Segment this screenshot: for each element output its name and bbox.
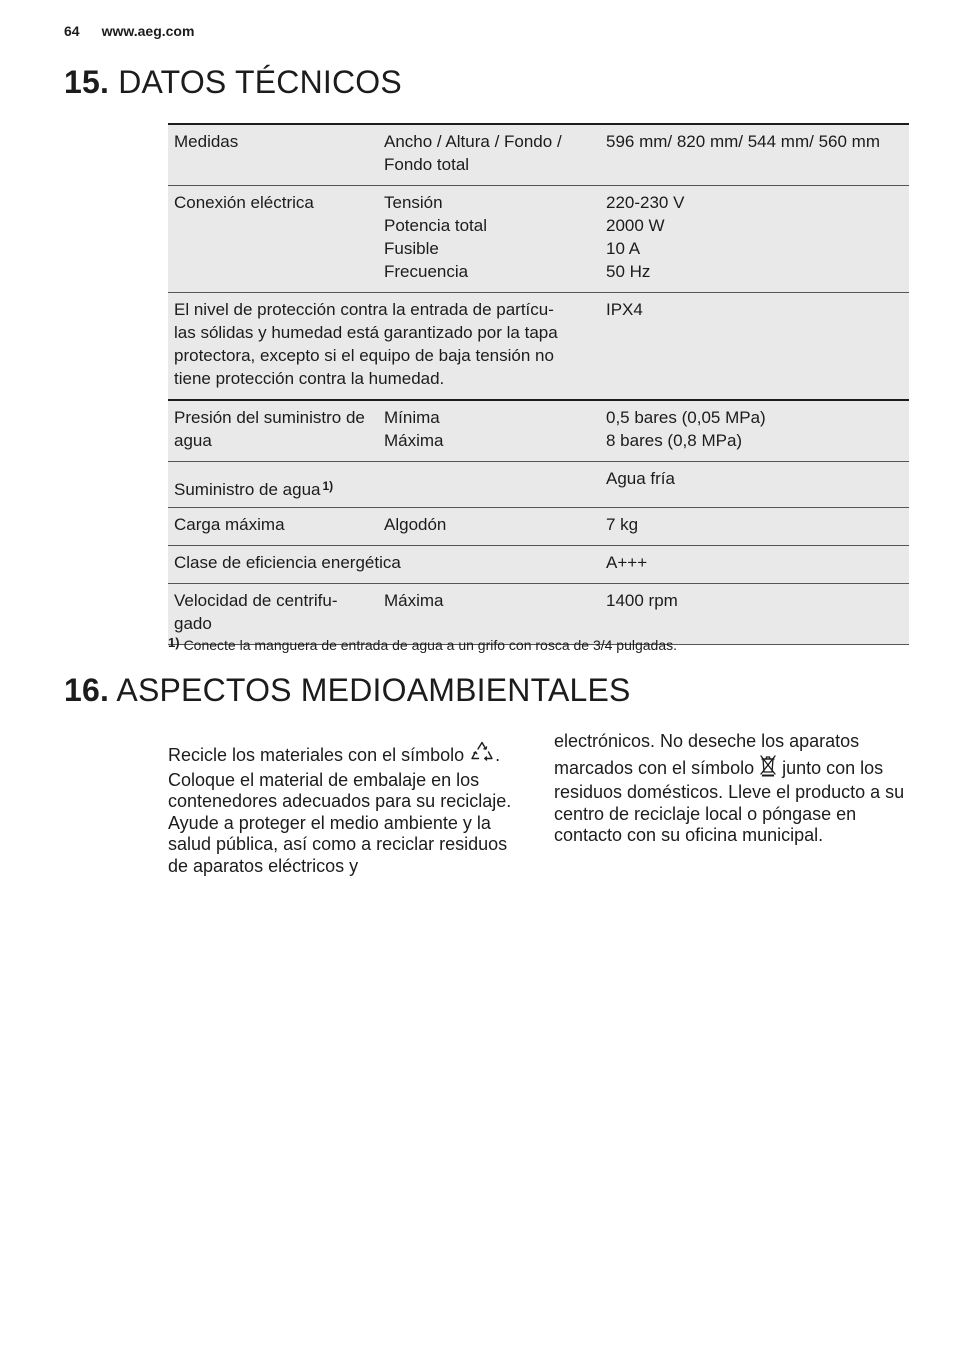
spec-label-text: Suministro de agua bbox=[174, 480, 321, 499]
table-row bbox=[168, 293, 909, 401]
spec-label bbox=[168, 462, 378, 508]
spec-label: Conexión eléctrica bbox=[168, 186, 378, 293]
spec-value: 596 mm/ 820 mm/ 544 mm/ 560 mm bbox=[600, 124, 909, 186]
section-15-heading bbox=[64, 64, 402, 101]
section-16-number: 16. bbox=[64, 672, 110, 708]
table-row bbox=[168, 546, 909, 584]
environment-text: . Coloque el material de embalaje en los contenedores adecuados para su reciclaje. Ayude a proteger el medio ambiente y la salud pública, así como a reciclar residuos de aparatos eléctricos y bbox=[168, 745, 512, 876]
environment-text: electrónicos. No deseche los aparatos marcados con el símbolo bbox=[554, 731, 860, 778]
spec-parameter bbox=[378, 462, 600, 508]
page-number: 64 bbox=[64, 23, 80, 39]
table-row bbox=[168, 124, 909, 186]
section-15-number: 15. bbox=[64, 64, 110, 100]
spec-parameter: Mínima Máxima bbox=[378, 400, 600, 462]
crossed-bin-icon bbox=[759, 753, 777, 783]
footnote-reference: 1) bbox=[322, 479, 334, 493]
spec-label: Medidas bbox=[168, 124, 378, 186]
spec-label: Carga máxima bbox=[168, 508, 378, 546]
spec-value: 220-230 V 2000 W 10 A 50 Hz bbox=[600, 186, 909, 293]
table-footnote bbox=[168, 635, 677, 653]
spec-parameter: Tensión Potencia total Fusible Frecuencia bbox=[378, 186, 600, 293]
table-row bbox=[168, 462, 909, 508]
spec-value: 0,5 bares (0,05 MPa) 8 bares (0,8 MPa) bbox=[600, 400, 909, 462]
technical-data-table bbox=[168, 123, 909, 645]
spec-value: A+++ bbox=[600, 546, 909, 584]
table-row bbox=[168, 186, 909, 293]
section-16-title: ASPECTOS MEDIOAMBIENTALES bbox=[116, 672, 631, 708]
section-15-title: DATOS TÉCNICOS bbox=[118, 64, 402, 100]
environment-text: junto con los residuos domésticos. Lleve el producto a su centro de reciclaje local o póngase en contacto con su oficina municipal. bbox=[554, 757, 905, 845]
website-url: www.aeg.com bbox=[101, 23, 195, 39]
spec-label: Velocidad de centrifu- gado bbox=[168, 584, 378, 645]
section-16-heading bbox=[64, 672, 631, 709]
environment-text-left bbox=[168, 740, 523, 877]
spec-parameter: Máxima bbox=[378, 584, 600, 645]
spec-parameter: Ancho / Altura / Fondo / Fondo total bbox=[378, 124, 600, 186]
environment-text-right bbox=[554, 731, 909, 847]
spec-value: Agua fría bbox=[600, 462, 909, 508]
spec-value: 1400 rpm bbox=[600, 584, 909, 645]
recycle-icon bbox=[469, 740, 495, 770]
spec-parameter: Algodón bbox=[378, 508, 600, 546]
table-row bbox=[168, 400, 909, 462]
spec-value: IPX4 bbox=[600, 293, 909, 401]
spec-value: 7 kg bbox=[600, 508, 909, 546]
table-row bbox=[168, 508, 909, 546]
footnote-mark: 1) bbox=[168, 635, 180, 650]
footnote-text: Conecte la manguera de entrada de agua a un grifo con rosca de 3/4 pulgadas. bbox=[183, 637, 678, 653]
environment-text: Recicle los materiales con el símbolo bbox=[168, 745, 470, 765]
spec-label: Clase de eficiencia energética bbox=[168, 546, 600, 584]
spec-label: El nivel de protección contra la entrada de partícu- las sólidas y humedad está garantizado por la tapa protectora, excepto si el equipo de baja tensión no tiene protección contra la humedad. bbox=[168, 293, 600, 401]
spec-label: Presión del suministro de agua bbox=[168, 400, 378, 462]
page-header bbox=[64, 23, 194, 39]
